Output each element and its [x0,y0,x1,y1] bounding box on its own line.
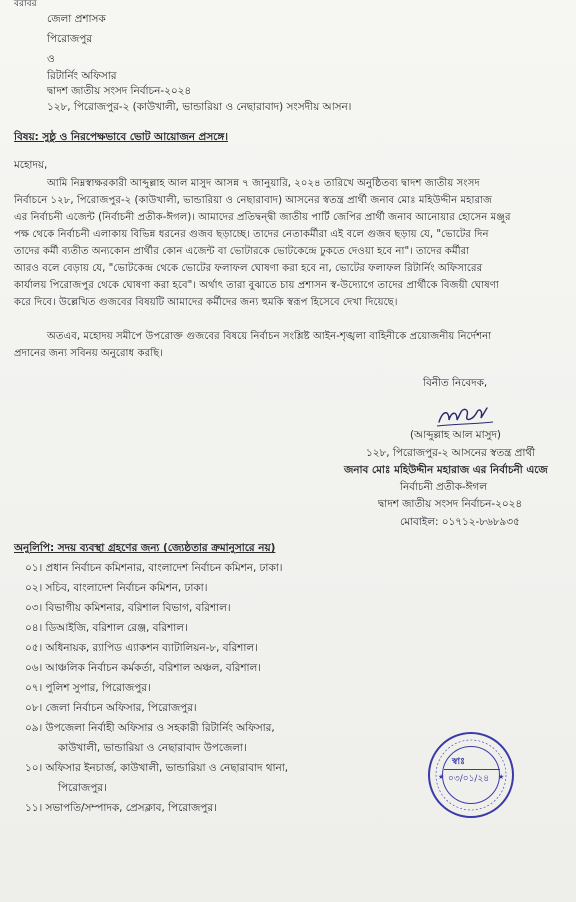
body-line: পক্ষ থেকে নির্বাচনী এলাকায় বিভিন্ন ধরনের গুজব ছড়াচ্ছে। তাদের নেতাকর্মীরা এই বলে গুজব ছড়ায় যে, "ভোটের দিন [14,229,489,240]
regards-text: বিনীত নিবেদক, [423,377,488,389]
seal-date: ০৩/০১/২৪ [448,774,490,784]
official-seal [428,732,514,818]
cc-item: ০৬। আঞ্চলিক নির্বাচন কর্মকর্তা, বরিশাল অঞ্চল, বরিশাল। [25,662,262,674]
body-line: কার্যালয় পিরোজপুর থেকে ঘোষণা করা হবে"। অর্থাৎ তারা বুঝাতে চায় প্রশাসন স্ব-উদ্যোগে তাদের প্রার্থীকে বিজয়ী ঘোষণা [14,280,499,291]
signer-line: দ্বাদশ জাতীয় সংসদ নির্বাচন-২০২৪ [378,498,523,510]
seal-text: স্বাঃ [452,757,465,767]
to-line: দ্বাদশ জাতীয় সংসদ নির্বাচন-২০২৪ [47,85,192,97]
salutation: মহোদয়, [14,159,48,171]
to-line: ও [47,53,55,65]
seal-divider [444,769,500,770]
to-line: জেলা প্রশাসক [47,13,106,25]
to-line: ১২৮, পিরোজপুর-২ (কাউখালী, ভান্ডারিয়া ও নেছারাবাদ) সংসদীয় আসন। [47,101,352,113]
signer-line: নির্বাচনী প্রতীক-ঈগল [400,481,487,493]
body-line: এর নির্বাচনী এজেন্ট (নির্বাচনী প্রতীক-ঈগল)। আমাদের প্রতিদ্বন্দ্বী জাতীয় পার্টি জেপির প্রার্থী জনাব আনোয়ার হোসেন মঞ্জুর [14,212,511,223]
signer-line: জনাব মোঃ মহিউদ্দীন মহারাজ এর নির্বাচনী এজে [344,464,548,476]
closing-line: অতএব, মহোদয় সমীপে উপরোক্ত গুজবের বিষয়ে নির্বাচন সংশ্লিষ্ট আইন-শৃঙ্খলা বাহিনীকে প্রয়োজনীয় নির্দেশনা [47,331,492,342]
cc-item: ১০। অফিসার ইনচার্জ, কাউখালী, ভান্ডারিয়া ও নেছারাবাদ থানা, [25,762,289,774]
cc-item: ০২। সচিব, বাংলাদেশ নির্বাচন কমিশন, ঢাকা। [25,582,208,594]
signer-mobile: মোবাইল: ০১৭১২-৮৬৮৯৩৫ [400,516,520,528]
cc-item: ০৯। উপজেলা নির্বাহী অফিসার ও সহকারী রিটার্নিং অফিসার, [25,722,275,734]
body-line: নির্বাচনে ১২৮, পিরোজপুর-২ (কাউখালী, ভান্ডারিয়া ও নেছারাবাদ) আসনের স্বতন্ত্র প্রার্থী জনাব মোঃ মহিউদ্দীন মহারাজ [14,195,493,206]
subject-line: বিষয়: সুষ্ঠু ও নিরপেক্ষভাবে ভোট আয়োজন প্রসঙ্গে। [14,131,228,143]
cc-item: ০১। প্রধান নির্বাচন কমিশনার, বাংলাদেশ নির্বাচন কমিশন, ঢাকা। [25,562,283,574]
body-line: তাদের কর্মী ব্যতীত অন্যকোন প্রার্থীর কোন এজেন্ট বা ভোটারকে ভোটকেন্দ্রে ঢুকতে দেওয়া হবে না"। তাদের কর্মীরা [14,246,470,257]
cc-item-continued: পিরোজপুর। [58,782,107,794]
signer-line: ১২৮, পিরোজপুর-২ আসনের স্বতন্ত্র প্রার্থী [366,447,536,459]
cc-item: ০৪। ডিআইজি, বরিশাল রেঞ্জ, বরিশাল। [25,622,188,634]
body-line: আমি নিম্নস্বাক্ষরকারী আব্দুল্লাহ আল মাসুদ আসন্ন ৭ জানুয়ারি, ২০২৪ তারিখে অনুষ্ঠিতব্য দ্বাদশ জাতীয় সংসদ [47,178,480,189]
to-header: বরাবর [14,0,37,9]
body-line: আরও বলে বেড়ায় যে, "ভোটকেন্দ্র থেকে ভোটের ফলাফল ঘোষণা করা হবে না, ভোটের ফলাফল রিটার্নিং অফিসারের [14,263,483,274]
closing-line: প্রদানের জন্য সবিনয় অনুরোধ করছি। [14,348,163,359]
cc-item: ০৭। পুলিশ সুপার, পিরোজপুর। [25,682,151,694]
signer-name: (আব্দুল্লাহ আল মাসুদ) [410,429,501,441]
cc-item-continued: কাউখালী, ভান্ডারিয়া ও নেছারাবাদ উপজেলা। [58,742,247,754]
cc-item: ০৮। জেলা নির্বাচন অফিসার, পিরোজপুর। [25,702,197,714]
cc-item: ০৫। অধিনায়ক, র‌্যাপিড এ্যাকশন ব্যাটালিয়ন-৮, বরিশাল। [25,642,258,654]
to-line: পিরোজপুর [47,33,92,45]
svg-text:★: ★ [498,773,505,781]
cc-item: ১১। সভাপতি/সম্পাদক, প্রেসক্লাব, পিরোজপুর। [25,802,217,814]
to-line: রিটার্নিং অফিসার [47,70,117,82]
cc-header: অনুলিপি: সদয় ব্যবস্থা গ্রহণের জন্য (জ্যেষ্ঠতার ক্রমানুসারে নয়) [14,542,276,554]
svg-text:★: ★ [438,773,445,781]
cc-item: ০৩। বিভাগীয় কমিশনার, বরিশাল বিভাগ, বরিশাল। [25,602,231,614]
body-line: করে দিবে। উল্লেখিত গুজবের বিষয়টি আমাদের কর্মীদের জন্য হুমকি স্বরূপ হিসেবে দেখা দিয়েছে। [14,297,398,308]
